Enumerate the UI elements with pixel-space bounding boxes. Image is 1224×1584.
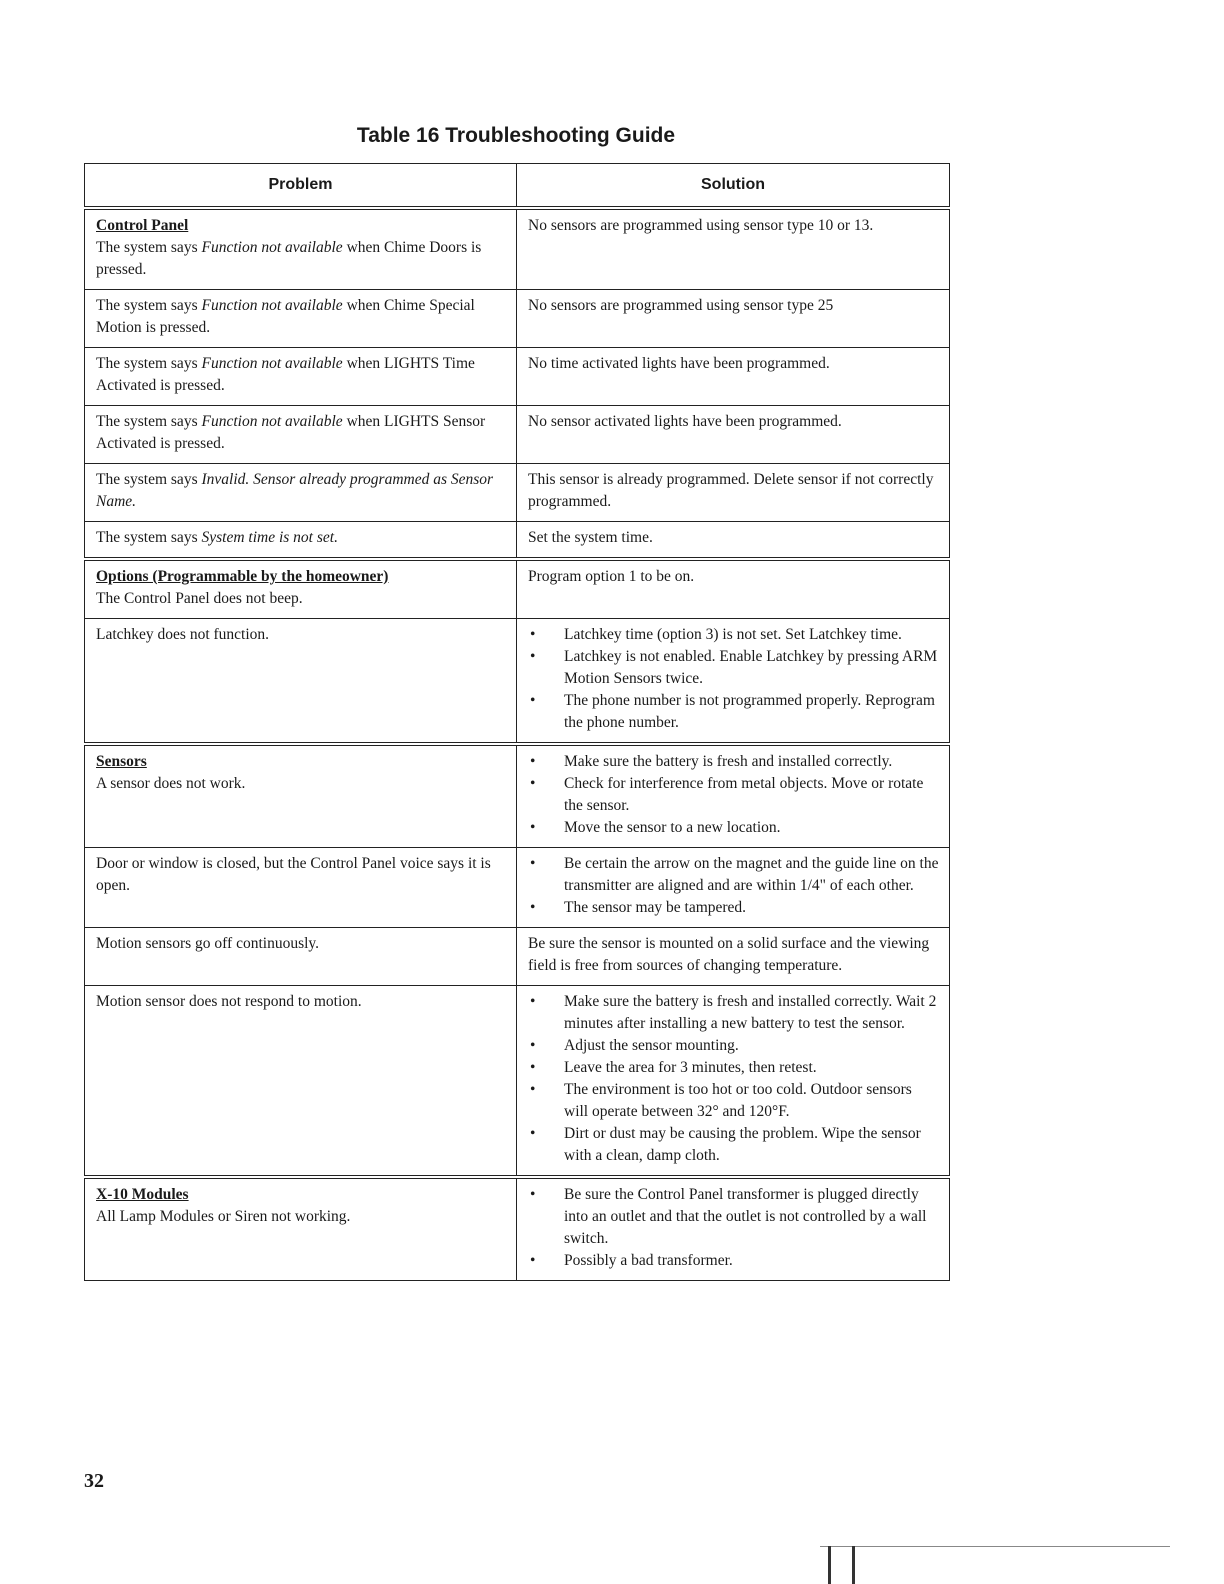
problem-cell <box>85 522 517 560</box>
problem-text <box>96 1206 506 1228</box>
problem-text-segment: when Chime Special Motion is pressed. <box>96 297 475 336</box>
table-row <box>85 290 950 348</box>
section-heading: Control Panel <box>96 217 189 234</box>
problem-text-segment: The system says <box>96 471 202 488</box>
problem-text <box>96 295 506 339</box>
solution-list-item: • Make sure the battery is fresh and installed correctly. <box>528 751 939 773</box>
solution-cell <box>517 464 950 522</box>
footer-rule <box>820 1546 1170 1547</box>
footer-mark <box>852 1546 855 1584</box>
solution-cell <box>517 848 950 928</box>
section-heading: X-10 Modules <box>96 1186 189 1203</box>
solution-cell <box>517 406 950 464</box>
solution-list-item: • The sensor may be tampered. <box>528 897 939 919</box>
table-row <box>85 406 950 464</box>
problem-text-segment: Motion sensor does not respond to motion. <box>96 993 362 1010</box>
page-number: 32 <box>84 1470 104 1492</box>
table-body <box>85 208 950 1281</box>
italic-message: Function not available <box>201 355 343 372</box>
solution-list-item: • Leave the area for 3 minutes, then retest. <box>528 1057 939 1079</box>
solution-cell <box>517 928 950 986</box>
solution-text: No sensors are programmed using sensor type 10 or 13. <box>528 217 874 234</box>
solution-cell <box>517 348 950 406</box>
solution-text: Be sure the sensor is mounted on a solid surface and the viewing field is free from sources of changing temperature. <box>528 935 930 974</box>
solution-text: No time activated lights have been programmed. <box>528 355 830 372</box>
solution-list-item: • Dirt or dust may be causing the problem. Wipe the sensor with a clean, damp cloth. <box>528 1123 939 1167</box>
solution-list <box>528 624 939 734</box>
problem-text <box>96 411 506 455</box>
solution-list-item: • Be sure the Control Panel transformer is plugged directly into an outlet and that the outlet is not controlled by a wall switch. <box>528 1184 939 1250</box>
problem-text <box>96 353 506 397</box>
problem-text-segment: The system says <box>96 239 202 256</box>
troubleshooting-table <box>84 163 950 1281</box>
problem-cell <box>85 559 517 619</box>
solution-list-item: • Check for interference from metal objects. Move or rotate the sensor. <box>528 773 939 817</box>
italic-message: Function not available <box>201 413 343 430</box>
problem-cell <box>85 928 517 986</box>
table-row <box>85 744 950 848</box>
problem-text-segment: Door or window is closed, but the Control Panel voice says it is open. <box>96 855 491 894</box>
solution-list <box>528 853 939 919</box>
problem-cell <box>85 348 517 406</box>
italic-message: Function not available <box>201 239 343 256</box>
table-row <box>85 522 950 560</box>
problem-text-segment: All Lamp Modules or Siren not working. <box>96 1208 351 1225</box>
problem-cell <box>85 619 517 745</box>
solution-list-item: • The phone number is not programmed properly. Reprogram the phone number. <box>528 690 939 734</box>
problem-text <box>96 773 506 795</box>
problem-cell <box>85 744 517 848</box>
solution-text: No sensors are programmed using sensor type 25 <box>528 297 834 314</box>
italic-message: Invalid. Sensor already programmed as Sensor Name. <box>96 471 494 510</box>
table-row <box>85 1177 950 1281</box>
solution-cell <box>517 290 950 348</box>
problem-text-segment: Motion sensors go off continuously. <box>96 935 320 952</box>
solution-cell <box>517 744 950 848</box>
solution-text: No sensor activated lights have been programmed. <box>528 413 842 430</box>
solution-list-item: • Be certain the arrow on the magnet and the guide line on the transmitter are aligned and are within 1/4" of each other. <box>528 853 939 897</box>
problem-text <box>96 853 506 897</box>
section-heading: Options (Programmable by the homeowner) <box>96 568 389 585</box>
problem-cell <box>85 1177 517 1281</box>
table-row <box>85 348 950 406</box>
problem-text <box>96 527 506 549</box>
problem-text <box>96 469 506 513</box>
table-row <box>85 848 950 928</box>
solution-list-item: • Make sure the battery is fresh and installed correctly. Wait 2 minutes after installing a new battery to test the sensor. <box>528 991 939 1035</box>
solution-list <box>528 751 939 839</box>
solution-text: Set the system time. <box>528 529 653 546</box>
section-heading: Sensors <box>96 753 147 770</box>
problem-text <box>96 588 506 610</box>
problem-text <box>96 237 506 281</box>
italic-message: Function not available <box>201 297 343 314</box>
table-header-row <box>85 164 950 209</box>
solution-cell <box>517 522 950 560</box>
problem-text <box>96 624 506 646</box>
solution-list-item: • Latchkey time (option 3) is not set. Set Latchkey time. <box>528 624 939 646</box>
table-row <box>85 464 950 522</box>
table-row <box>85 208 950 290</box>
problem-text <box>96 991 506 1013</box>
footer-mark <box>828 1546 831 1584</box>
problem-text-segment: The Control Panel does not beep. <box>96 590 303 607</box>
solution-list-item: • Possibly a bad transformer. <box>528 1250 939 1272</box>
solution-column-header: Solution <box>517 164 950 209</box>
table-row <box>85 619 950 745</box>
problem-cell <box>85 290 517 348</box>
table-row <box>85 559 950 619</box>
problem-text-segment: when LIGHTS Time Activated is pressed. <box>96 355 475 394</box>
solution-cell <box>517 619 950 745</box>
problem-column-header: Problem <box>85 164 517 209</box>
problem-cell <box>85 848 517 928</box>
solution-cell <box>517 559 950 619</box>
problem-text-segment: A sensor does not work. <box>96 775 246 792</box>
table-row <box>85 986 950 1178</box>
problem-text-segment: when LIGHTS Sensor Activated is pressed. <box>96 413 486 452</box>
problem-text-segment: The system says <box>96 297 202 314</box>
solution-list-item: • The environment is too hot or too cold. Outdoor sensors will operate between 32° and 120°F. <box>528 1079 939 1123</box>
solution-list <box>528 1184 939 1272</box>
problem-text-segment: The system says <box>96 529 202 546</box>
problem-cell <box>85 986 517 1178</box>
problem-cell <box>85 208 517 290</box>
problem-text-segment: when Chime Doors is pressed. <box>96 239 482 278</box>
solution-cell <box>517 1177 950 1281</box>
solution-list-item: • Move the sensor to a new location. <box>528 817 939 839</box>
solution-list-item: • Adjust the sensor mounting. <box>528 1035 939 1057</box>
table-title: Table 16 Troubleshooting Guide <box>356 124 676 147</box>
problem-cell <box>85 464 517 522</box>
solution-cell <box>517 208 950 290</box>
problem-text-segment: The system says <box>96 355 202 372</box>
solution-list <box>528 991 939 1167</box>
solution-text: This sensor is already programmed. Delete sensor if not correctly programmed. <box>528 471 934 510</box>
problem-text <box>96 933 506 955</box>
solution-cell <box>517 986 950 1178</box>
solution-text: Program option 1 to be on. <box>528 568 695 585</box>
table-row <box>85 928 950 986</box>
problem-text-segment: The system says <box>96 413 202 430</box>
problem-cell <box>85 406 517 464</box>
italic-message: System time is not set. <box>201 529 338 546</box>
solution-list-item: • Latchkey is not enabled. Enable Latchkey by pressing ARM Motion Sensors twice. <box>528 646 939 690</box>
problem-text-segment: Latchkey does not function. <box>96 626 270 643</box>
